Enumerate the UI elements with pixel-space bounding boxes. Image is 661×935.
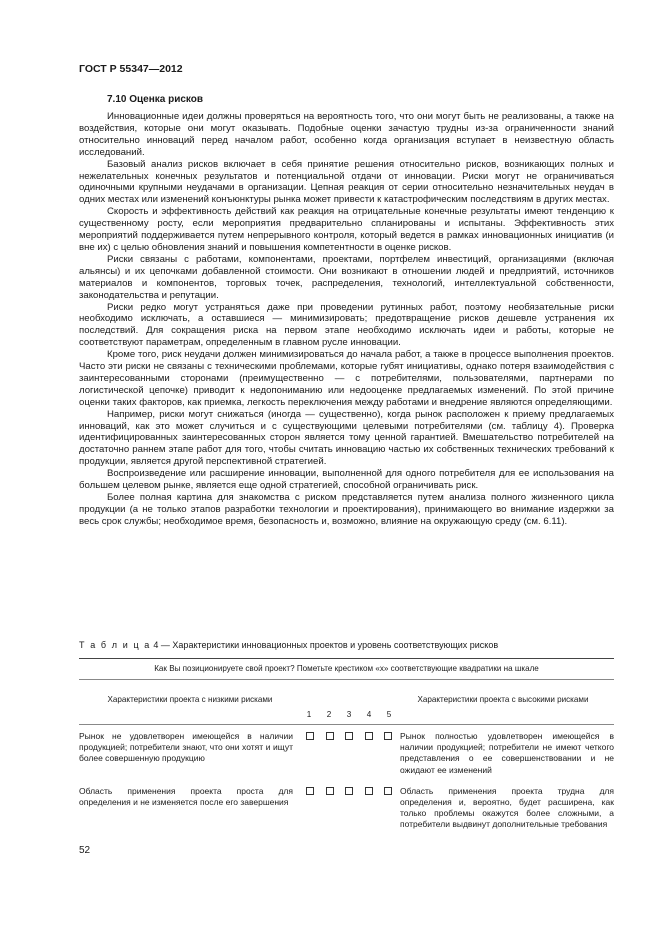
rating-checkboxes [303,786,395,831]
rating-checkbox-2[interactable] [326,732,334,740]
rating-checkbox-2[interactable] [326,787,334,795]
paragraph: Скорость и эффективность действий как реакция на отрицательные конечные результаты имеют тенденцию к существенному росту, если мероприятия предварительно спланированы и испытаны. Эффективность этих мероприятий поддерживается путем непрерывного контроля, который ведется в рамках инновационных инициатив (и вне их) с целью обновления знаний и повышения компетентности в оценке рисков. [79,206,614,253]
rating-checkbox-3[interactable] [345,732,353,740]
table-column-headers [79,680,614,704]
scale-number: 3 [346,709,352,719]
scale-number: 2 [326,709,332,719]
scale-number: 5 [386,709,392,719]
document-header: ГОСТ Р 55347—2012 [79,63,183,75]
page-number: 52 [79,845,91,856]
rating-checkboxes [303,731,395,776]
rating-checkbox-1[interactable] [306,787,314,795]
table-row [79,786,614,831]
rating-checkbox-5[interactable] [384,732,392,740]
paragraph: Более полная картина для знакомства с риском представляется путем анализа полного жизненного цикла продукции (а не только этапов разработки технологии и проектирования), принимающего во внимание издержки за весь срок службы; необходимое время, безопасность и, возможно, влияние на окружающую среду (см. 6.11). [79,492,614,527]
table-question: Как Вы позиционируете свой проект? Пометьте крестиком «х» соответствующие квадратики на шкале [154,664,539,673]
scale-row [79,704,614,724]
paragraph: Кроме того, риск неудачи должен минимизироваться до начала работ, а также в процессе выполнения проектов. Часто эти риски не связаны с техническими проблемами, которые губят инициативы, однако потеря взаимодействия с заинтересованными сторонами (преимущественно — с потребителями, пользователями, партнерами по логистической цепочке) приводит к недопониманию или недооценке предлагаемых изменений. По этой причине оценки таких факторов, как приемка, легкость переключения между работами и внедрение являются определяющими. [79,349,614,408]
low-risk-characteristic: Рынок не удовлетворен имеющейся в наличии продукцией; потребители знают, что они хотят и ищут более совершенную продукцию [79,731,293,764]
table-rule [79,724,614,725]
rating-checkbox-4[interactable] [365,787,373,795]
rating-checkbox-3[interactable] [345,787,353,795]
table-caption [79,640,498,650]
paragraph: Например, риски могут снижаться (иногда — существенно), когда рынок расположен к приему предлагаемых инноваций, как это может случиться и с существующими целевыми потребителями (см. таблицу 4). Проверка идентифицированных заинтересованных сторон является тому ценной гарантией. Вмешательство потребителей на достаточно раннем этапе работ для того, чтобы считать инновацию частью их собственных технических требований к продукции, является другой перспективной стратегией. [79,408,614,468]
low-risk-characteristic: Область применения проекта проста для определения и не изменяется после его завершения [79,785,293,808]
body-text [79,111,614,528]
paragraph: Базовый анализ рисков включает в себя принятие решения относительно рисков, возникающих полных и нежелательных конечных результатов и потенциальной отдачи от инновации. Риски могут не ограничиваться одиночными крупными неудачами в организации. Цепная реакция от серии относительно незначительных неудач в одних местах или изменений конъюнктуры рынка может привести к катастрофическим последствиям в других местах. [79,158,614,206]
paragraph: Воспроизведение или расширение инновации, выполненной для одного потребителя для ее использования на большем целевом рынке, является еще одной стратегией, способной ограничивать риск. [79,468,614,492]
table-caption-prefix: Т а б л и ц а [79,640,151,650]
paragraph: Риски редко могут устраняться даже при проведении рутинных работ, поэтому необязательные риски необходимо исключать, а оставшиеся — минимизировать; предотвращение рисков дешевле устранения их последствий. Для сокращения риска на первом этапе необходимо исключать идеи и работы, которые не соответствуют параметрам, определенным в главном русле инновации. [79,301,614,349]
paragraph: Риски связаны с работами, компонентами, проектами, портфелем инвестиций, организациями (включая альянсы) и их цепочками добавленной стоимости. Они возникают в отношении людей и предприятий, источников материалов и компонентов, торговых точек, распределения, технологий, интеллектуальной собственности, законодательства и репутации. [79,253,614,301]
rating-checkbox-5[interactable] [384,787,392,795]
table-row [79,731,614,776]
rating-checkbox-1[interactable] [306,732,314,740]
risk-table [79,658,614,831]
scale-number: 1 [306,709,312,719]
column-low-risk: Характеристики проекта с низкими рисками [107,695,273,704]
table-caption-text: 4 — Характеристики инновационных проектов и уровень соответствующих рисков [153,640,499,650]
high-risk-characteristic: Область применения проекта трудна для определения и, вероятно, будет расширена, как только проблемы окажутся более сложными, а потребители выдвинут дополнительные требования [400,785,614,830]
rating-checkbox-4[interactable] [365,732,373,740]
paragraph: Инновационные идеи должны проверяться на вероятность того, что они могут быть не реализованы, а также на воздействия, которые они могут оказывать. Подобные оценки зачастую трудны из-за ограниченности знаний относительно инноваций перед началом работ, особенно когда организация вступает в неизвестную область исследований. [79,111,614,158]
column-high-risk: Характеристики проекта с высокими рисками [417,695,589,704]
scale-numbers [303,710,395,719]
high-risk-characteristic: Рынок полностью удовлетворен имеющейся в наличии продукцией; потребители не имеют четкого представления о ее совершенствовании и не ожидают ее изменений [400,731,614,775]
scale-number: 4 [366,709,372,719]
section-title: 7.10 Оценка рисков [107,94,204,105]
